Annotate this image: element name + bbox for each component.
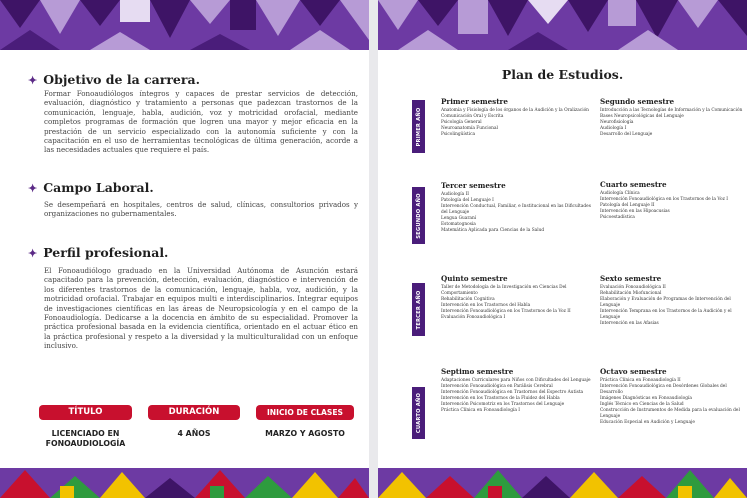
semester-title: Cuarto semestre (600, 180, 667, 189)
right-page (378, 0, 747, 498)
subject-item: Desarrollo del Lenguaje (600, 132, 653, 137)
bottom-pattern-banner (0, 458, 369, 498)
sparkle-icon: ✦ (28, 182, 38, 195)
semester-7 (441, 367, 591, 414)
semester-title: Segundo semestre (600, 97, 675, 106)
subject-item: Adaptaciones Curriculares para Niños con Dificultades del Lenguaje (441, 378, 591, 383)
perfil-heading: ✦ Perfil profesional. (28, 245, 169, 260)
year-label-4: CUARTO AÑO (412, 387, 425, 439)
semester-6 (600, 274, 747, 327)
subject-item: Rehabilitación Cognitiva (441, 297, 495, 302)
subject-item: Construcción de Instrumentos de Medida para la evaluación del Lenguaje (600, 408, 740, 419)
subject-item: Intervención Fonoaudiológica en Trastornos del Espectro Autista (441, 390, 584, 395)
subject-item: Intervención Psicomotriz en los Trastornos del Lenguaje (441, 402, 565, 407)
subject-item: Lengua Guaraní (441, 216, 477, 221)
subject-item: Intervención en las Hipoacusias (600, 209, 670, 214)
subject-item: Elaboración y Evaluación de Programas de Intervención del Lenguaje (600, 297, 731, 308)
bottom-pattern-banner-right (378, 458, 747, 498)
year-label-2: SEGUNDO AÑO (412, 187, 425, 244)
subject-item: Bases Neuropsicológicas del Lenguaje (600, 114, 684, 119)
semester-2 (600, 97, 747, 138)
subject-item: Educación Especial en Audición y Lenguaje (600, 420, 695, 425)
titulo-label: TÍTULO (39, 405, 132, 420)
subject-item: Audiología II (441, 192, 469, 197)
year-label-1: PRIMER AÑO (412, 100, 425, 153)
subject-item: Psicoestadística (600, 215, 635, 220)
subject-item: Audiología I (600, 126, 627, 131)
subject-item: Práctica Clínica en Fonoaudiología I (441, 408, 520, 413)
semester-1 (441, 97, 591, 138)
subject-item: Intervención en los Trastornos del Habla (441, 303, 531, 308)
subject-item: Patología del Lenguaje I (441, 198, 494, 203)
duracion-value: 4 AÑOS (177, 429, 211, 438)
semester-8 (600, 367, 747, 426)
campo-heading: ✦ Campo Laboral. (28, 180, 154, 195)
subject-item: Anatomía y Fisiología de los órganos de la Audición y la Oralización (441, 108, 589, 113)
subject-item: Rehabilitación Miofuncional (600, 291, 662, 296)
subject-item: Taller de Metodología de la Investigación en Ciencias Del Comportamiento (441, 285, 567, 296)
subject-item: Intervención Fonoaudiológica en los Trastornos de la Voz I (600, 197, 728, 202)
semester-title: Sexto semestre (600, 274, 662, 283)
subject-item: Práctica Clínica en Fonoaudiología II (600, 378, 681, 383)
inicio-label: INICIO DE CLASES (256, 405, 354, 420)
semester-5 (441, 274, 591, 321)
titulo-value: LICENCIADO EN FONOAUDIOLOGÍA (45, 429, 126, 448)
semester-title: Primer semestre (441, 97, 508, 106)
subject-item: Introducción a las Tecnologías de Información y la Comunicación (600, 108, 743, 113)
perfil-text: El Fonoaudiólogo graduado en la Universidad Autónoma de Asunción estará capacitado para la prevención, detección, evaluación, diagnóstico e intervención de los diferentes trastornos de la comunicación, lenguaje, habla, voz, audición, y la motricidad orofacial. Trabajar en equipos multi e interdisciplinarios. Integrar equipos de investigaciones científicas en las áreas de Neuropsicología y en el campo de la Fonoaudiología. Dedicarse a la docencia en ámbito de su especialidad. Promover la práctica profesional basada en la evidencia científica, orientado en el actuar ético en la práctica profesional y respeto a la diversidad y la multiculturalidad con un enfoque inclusivo. (44, 266, 358, 351)
semester-title: Quinto semestre (441, 274, 508, 283)
objetivo-heading: ✦ Objetivo de la carrera. (28, 72, 200, 87)
subject-item: Psicología General (441, 120, 482, 125)
subject-item: Intervención Fonoaudiológica en Parálisis Cerebral (441, 384, 553, 389)
semester-4 (600, 180, 747, 221)
subject-item: Imágenes Diagnósticas en Fonoaudiología (600, 396, 692, 401)
left-page (0, 0, 369, 498)
subject-item: Intervención Temprana en los Trastornos de la Audición y el Lenguaje (600, 309, 732, 320)
subject-item: Evaluación Fonoaudiológica I (441, 315, 506, 320)
objetivo-text: Formar Fonoaudiólogos íntegros y capaces de prestar servicios de detección, evaluación, diagnóstico y tratamiento a personas que padezcan trastornos de la comunicación, lenguaje, habla, audición, voz y motricidad orofacial, mediante completos programas de formación que logren una mayor y mejor eficacia en la prestación de un servicio especializado con la autonomía suficiente y con la capacitación en el uso de herramientas tecnológicas de última generación, acorde a las necesidades actuales que requiere el país. (44, 89, 358, 155)
subject-item: Intervención Fonoaudiológica en Desórdenes Globales del Desarrollo (600, 384, 727, 395)
subject-item: Intervención Fonoaudiológica en los Trastornos de la Voz II (441, 309, 571, 314)
sparkle-icon: ✦ (28, 247, 38, 260)
subject-item: Psicolingüística (441, 132, 476, 137)
subject-item: Comunicación Oral y Escrita (441, 114, 504, 119)
page-gutter (369, 0, 378, 498)
subject-item: Estomatognosia (441, 222, 476, 227)
semester-3 (441, 181, 591, 234)
semester-title: Octavo semestre (600, 367, 667, 376)
subject-item: Matemática Aplicada para Ciencias de la Salud (441, 228, 545, 233)
year-label-3: TERCER AÑO (412, 283, 425, 336)
top-pattern-banner-right (378, 0, 747, 50)
plan-title: Plan de Estudios. (501, 67, 624, 82)
subject-item: Patología del Lenguaje II (600, 203, 655, 208)
semester-title: Tercer semestre (441, 181, 506, 190)
top-pattern-banner (0, 0, 369, 50)
subject-item: Intervención en los Trastornos de la Fluidez del Habla (441, 396, 560, 401)
subject-item: Inglés Técnico en Ciencias de la Salud (600, 402, 684, 407)
subject-item: Audiología Clínica (600, 191, 640, 196)
duracion-label: DURACIÓN (148, 405, 240, 420)
campo-text: Se desempeñará en hospitales, centros de salud, clínicas, consultorios privados y organizaciones no gubernamentales. (44, 200, 358, 219)
subject-item: Neuroanatomía Funcional (441, 126, 498, 131)
semester-title: Septimo semestre (441, 367, 514, 376)
subject-item: Intervención en las Afasias (600, 321, 659, 326)
subject-item: Evaluación Fonoaudiológica II (600, 285, 666, 290)
inicio-value: MARZO Y AGOSTO (265, 429, 345, 438)
sparkle-icon: ✦ (28, 74, 38, 87)
subject-item: Neurofisiología (600, 120, 634, 125)
subject-item: Intervención Conductual, Familiar, e Institucional en las Dificultades del Lenguaje (441, 204, 591, 215)
